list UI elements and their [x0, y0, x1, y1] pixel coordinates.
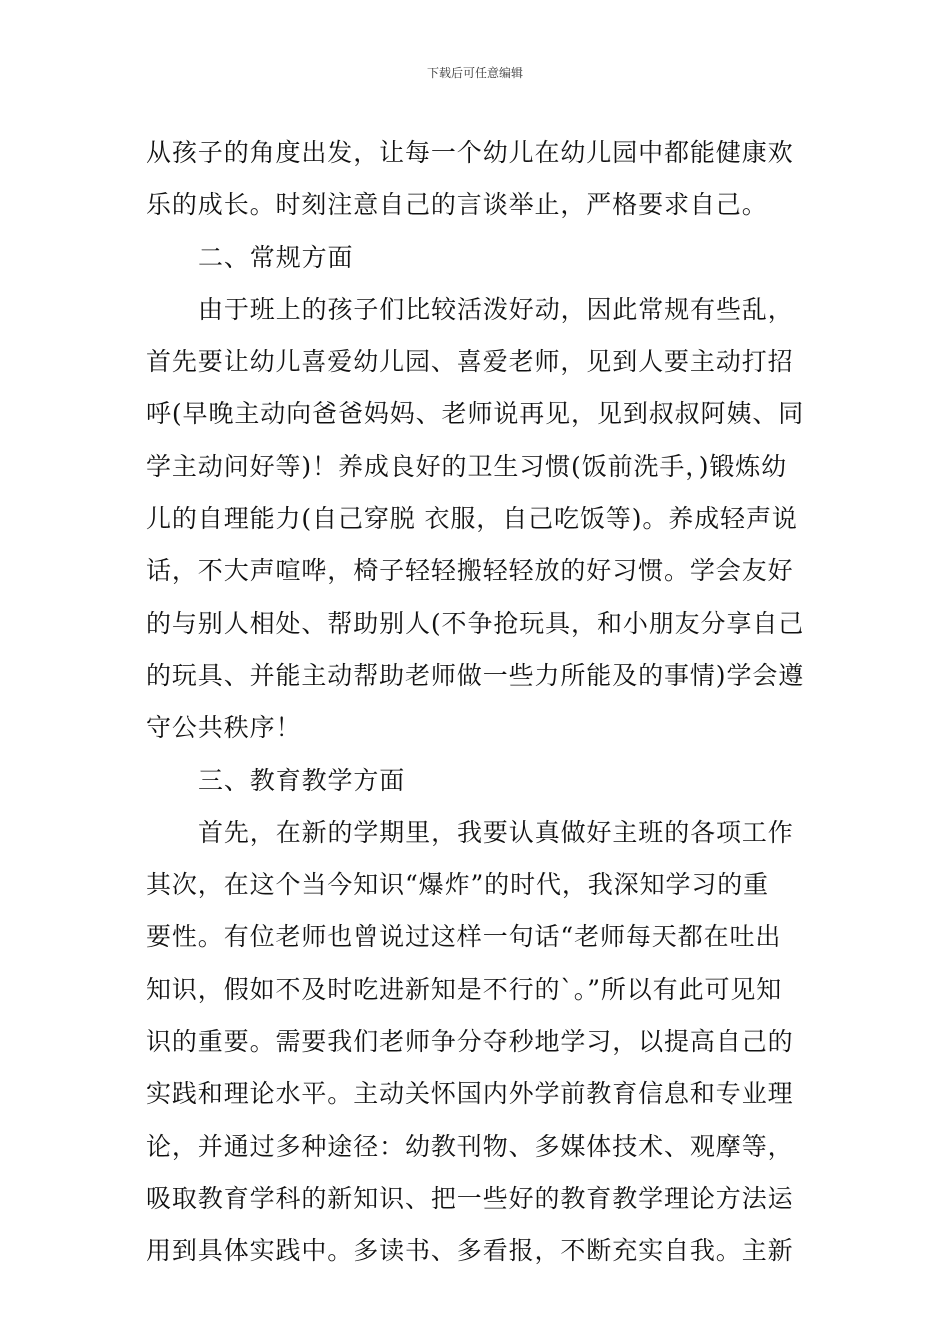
text-line: 识的重要。需要我们老师争分夺秒地学习，以提高自己的	[146, 1027, 794, 1057]
text-line: 首先，在新的学期里，我要认真做好主班的各项工作	[198, 817, 794, 847]
section-heading: 二、常规方面	[198, 242, 354, 272]
text-line: 由于班上的孩子们比较活泼好动，因此常规有些乱，	[198, 294, 794, 324]
text-line: 实践和理论水平。主动关怀国内外学前教育信息和专业理	[146, 1079, 794, 1109]
text-line: 首先要让幼儿喜爱幼儿园、喜爱老师，见到人要主动打招	[146, 347, 794, 377]
text-line: 儿的自理能力(自己穿脱 衣服，自己吃饭等)。养成轻声说	[146, 504, 798, 534]
text-line: 从孩子的角度出发，让每一个幼儿在幼儿园中都能健康欢	[146, 138, 794, 167]
text-line: 话，不大声喧哗，椅子轻轻搬轻轻放的好习惯。学会友好	[146, 556, 794, 586]
document-body	[146, 127, 811, 1278]
text-line: 守公共秩序！	[146, 713, 302, 743]
text-line: 学主动问好等)！养成良好的卫生习惯(饭前洗手，)锻炼幼	[146, 451, 788, 481]
section-heading: 三、教育教学方面	[198, 765, 406, 795]
text-line: 的与别人相处、帮助别人(不争抢玩具，和小朋友分享自己	[146, 608, 805, 638]
text-line: 论，并通过多种途径：幼教刊物、多媒体技术、观摩等，	[146, 1131, 794, 1161]
text-line: 知识，假如不及时吃进新知是不行的`。”所以有此可见知	[146, 974, 783, 1004]
text-line: 吸取教育学科的新知识、把一些好的教育教学理论方法运	[146, 1183, 794, 1213]
text-line: 乐的成长。时刻注意自己的言谈举止，严格要求自己。	[146, 190, 768, 220]
text-line: 的玩具、并能主动帮助老师做一些力所能及的事情)学会遵	[146, 660, 805, 690]
text-line: 其次，在这个当今知识“爆炸”的时代，我深知学习的重	[146, 870, 770, 900]
text-line: 呼(早晚主动向爸爸妈妈、老师说再见，见到叔叔阿姨、同	[146, 399, 805, 429]
text-line: 用到具体实践中。多读书、多看报，不断充实自我。主新	[146, 1236, 794, 1266]
page-header: 下载后可任意编辑	[426, 66, 523, 80]
text-line: 要性。有位老师也曾说过这样一句话“老师每天都在吐出	[146, 922, 782, 952]
